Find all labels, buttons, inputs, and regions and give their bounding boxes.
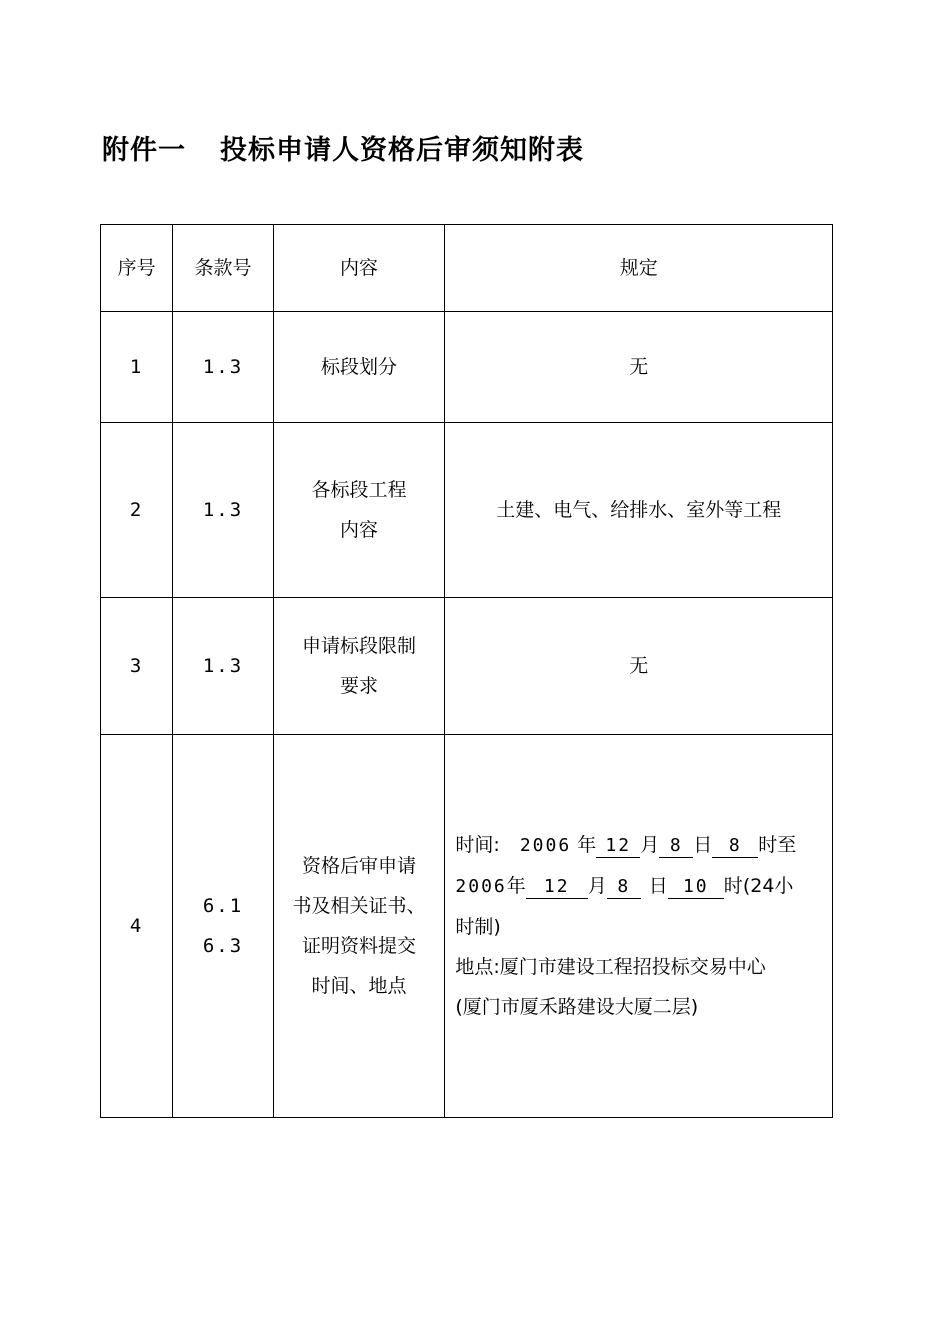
clause-line: 6.3: [202, 935, 244, 957]
start-hour: 8: [712, 835, 758, 858]
time-label: 时间:: [455, 834, 500, 856]
table-row: [101, 423, 833, 598]
clock-note-b: 时制): [455, 916, 501, 938]
row-content: 标段划分: [273, 312, 445, 423]
month-char: 月: [640, 834, 660, 856]
content-line: 要求: [340, 675, 379, 697]
row-content: [273, 598, 445, 735]
schedule-line-2: [455, 866, 826, 907]
year-char: 年: [506, 875, 526, 897]
month-char: 月: [587, 875, 607, 897]
title-main: 投标申请人资格后审须知附表: [220, 135, 584, 166]
content-line: 内容: [340, 519, 379, 541]
start-year: 2006: [519, 835, 572, 856]
schedule-line-1: [455, 825, 826, 866]
row-no: 2: [101, 423, 173, 598]
table-row: [101, 735, 833, 1118]
start-month: 12: [596, 835, 640, 858]
row-clause: [173, 735, 273, 1118]
place-line: [455, 947, 826, 987]
hour-to: 时至: [758, 834, 797, 856]
table-row: [101, 598, 833, 735]
content-line: 书及相关证书、: [292, 895, 426, 917]
place-value: 厦门市建设工程招投标交易中心: [499, 956, 766, 978]
end-hour: 10: [668, 876, 724, 899]
row-rule: 土建、电气、给排水、室外等工程: [445, 423, 833, 598]
row-clause: 1.3: [173, 423, 273, 598]
row-no: 3: [101, 598, 173, 735]
clock-note-a: (24小: [742, 875, 794, 897]
content-line: 申请标段限制: [302, 635, 417, 657]
content-line: 资格后审申请: [302, 855, 417, 877]
row-content: [273, 735, 445, 1118]
title-prefix: 附件一: [102, 135, 186, 166]
row-rule: [445, 735, 833, 1118]
header-clause: 条款号: [173, 225, 273, 312]
clause-line: 6.1: [202, 895, 244, 917]
place-label: 地点:: [455, 956, 500, 978]
header-no: 序号: [101, 225, 173, 312]
address-line: (厦门市厦禾路建设大厦二层): [455, 996, 699, 1018]
content-line: 时间、地点: [311, 975, 407, 997]
day-char: 日: [693, 834, 713, 856]
row-clause: 1.3: [173, 312, 273, 423]
hour-char: 时: [723, 875, 743, 897]
content-line: 各标段工程: [311, 479, 407, 501]
row-clause: 1.3: [173, 598, 273, 735]
day-char: 日: [648, 875, 668, 897]
header-content: 内容: [273, 225, 445, 312]
table-header-row: [101, 225, 833, 312]
end-year: 2006: [455, 876, 507, 897]
year-char: 年: [577, 834, 597, 856]
document-title: [102, 128, 584, 167]
row-content: [273, 423, 445, 598]
header-rule: 规定: [445, 225, 833, 312]
end-day: 8: [607, 876, 641, 899]
row-rule: 无: [445, 312, 833, 423]
requirements-table: [100, 224, 833, 1118]
start-day: 8: [659, 835, 693, 858]
row-rule: 无: [445, 598, 833, 735]
row-no: 4: [101, 735, 173, 1118]
content-line: 证明资料提交: [302, 935, 417, 957]
table-row: [101, 312, 833, 423]
end-month: 12: [526, 876, 588, 899]
row-no: 1: [101, 312, 173, 423]
